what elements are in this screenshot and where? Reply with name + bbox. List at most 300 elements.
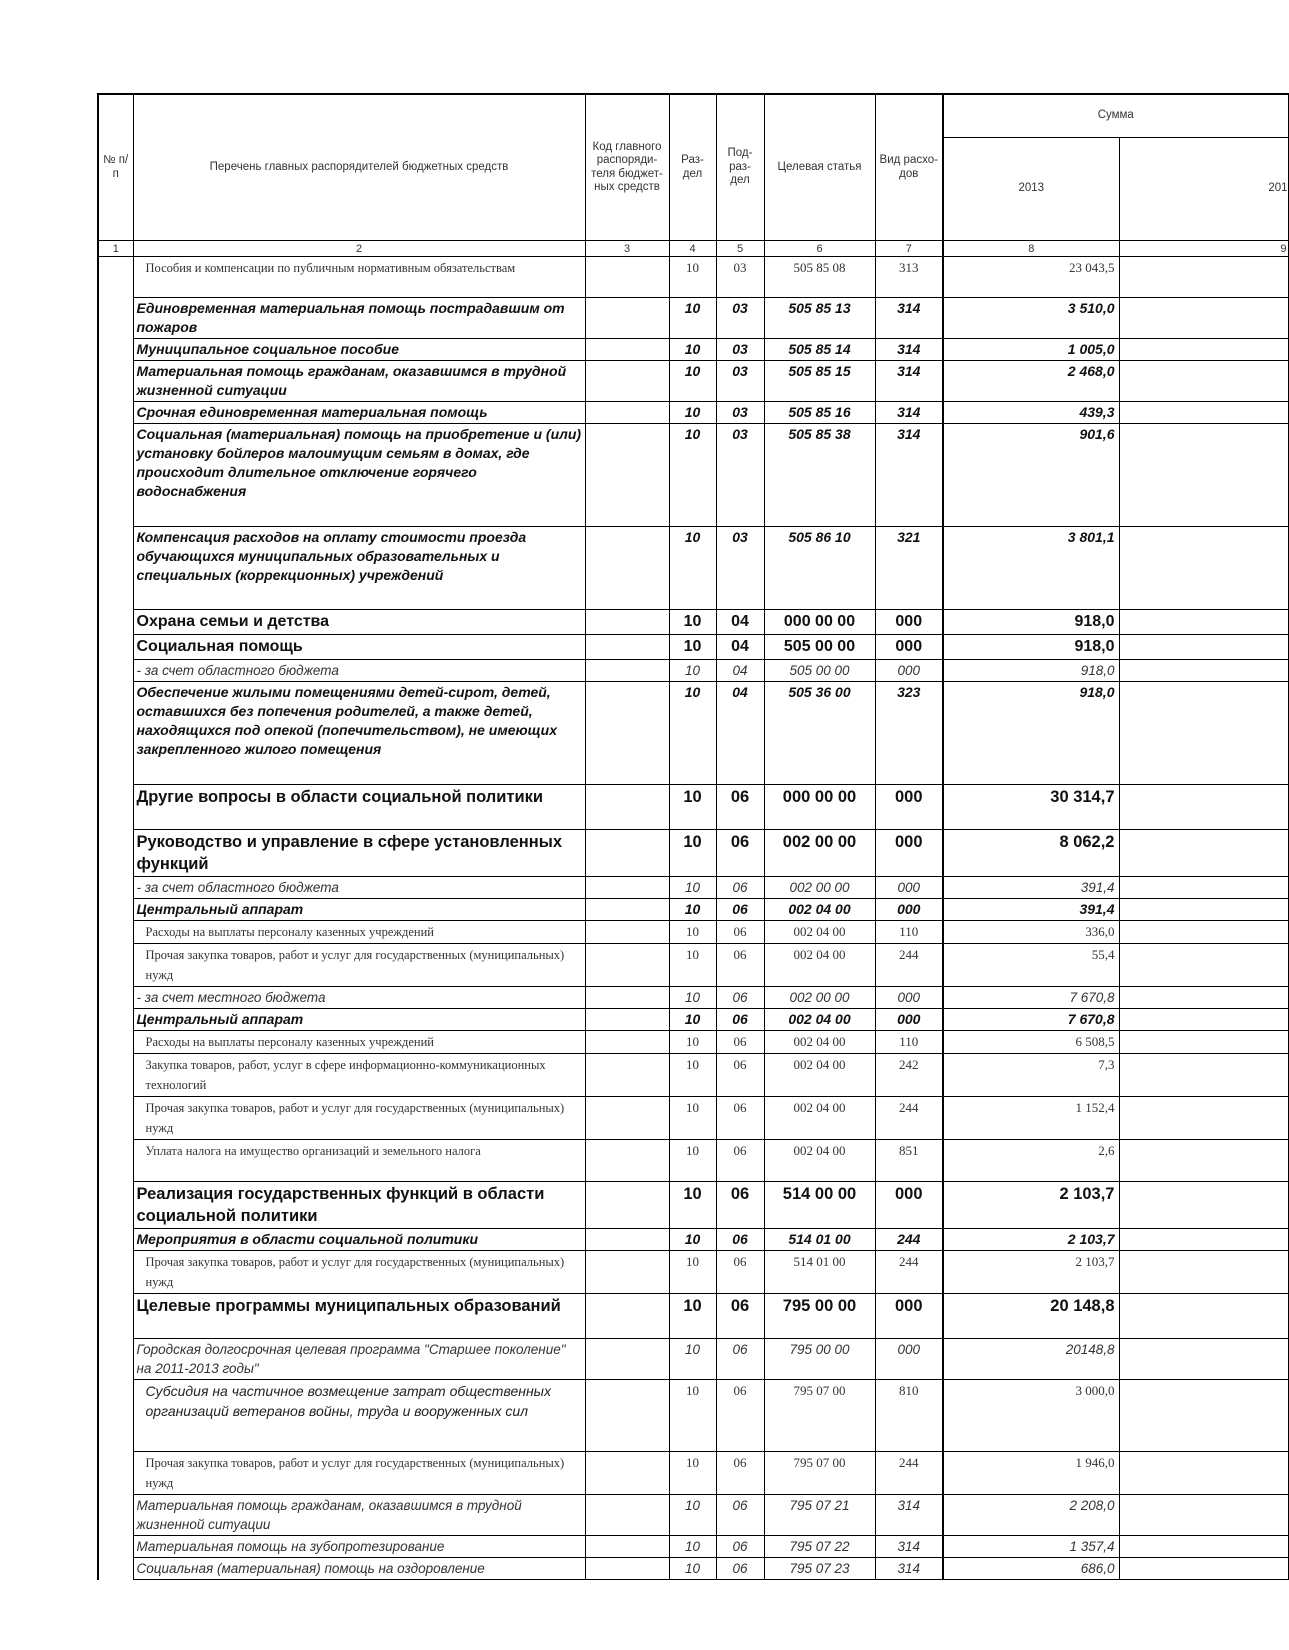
row-target: 002 04 00 bbox=[764, 944, 875, 987]
row-razdel: 10 bbox=[669, 1558, 716, 1580]
row-target: 002 04 00 bbox=[764, 1140, 875, 1182]
row-razdel: 10 bbox=[669, 402, 716, 424]
row-vid: 314 bbox=[875, 1536, 943, 1558]
row-code bbox=[585, 339, 669, 361]
row-target: 505 00 00 bbox=[764, 660, 875, 682]
header-target: Целевая статья bbox=[764, 94, 875, 241]
row-podrazdel: 06 bbox=[716, 899, 764, 921]
row-name: Социальная помощь bbox=[133, 635, 585, 660]
row-sum-2013: 2 208,0 bbox=[943, 1495, 1119, 1536]
row-name: Обеспечение жилыми помещениями детей-сирот, детей, оставшихся без попечения родителей, а также детей, находящихся под опекой (попечительством), не имеющих закрепленного жилого помещения bbox=[133, 682, 585, 785]
table-row bbox=[98, 1339, 1288, 1380]
row-podrazdel: 06 bbox=[716, 1380, 764, 1452]
row-name: Прочая закупка товаров, работ и услуг для государственных (муниципальных) нужд bbox=[133, 944, 585, 987]
row-razdel: 10 bbox=[669, 1054, 716, 1097]
row-vid: 000 bbox=[875, 610, 943, 635]
row-name: - за счет местного бюджета bbox=[133, 987, 585, 1009]
row-code bbox=[585, 1097, 669, 1140]
row-razdel: 10 bbox=[669, 298, 716, 339]
row-podrazdel: 06 bbox=[716, 1294, 764, 1339]
row-razdel: 10 bbox=[669, 785, 716, 830]
table-row bbox=[98, 339, 1288, 361]
row-sum-next bbox=[1119, 257, 1288, 298]
row-code bbox=[585, 1536, 669, 1558]
row-razdel: 10 bbox=[669, 1229, 716, 1251]
row-code bbox=[585, 1495, 669, 1536]
header-colnum-2: 2 bbox=[133, 241, 585, 257]
table-row bbox=[98, 785, 1288, 830]
row-target: 505 85 16 bbox=[764, 402, 875, 424]
row-code bbox=[585, 424, 669, 527]
row-vid: 314 bbox=[875, 402, 943, 424]
table-row bbox=[98, 1380, 1288, 1452]
row-target: 000 00 00 bbox=[764, 610, 875, 635]
header-colnum-4: 4 bbox=[669, 241, 716, 257]
row-num-cell bbox=[98, 899, 133, 921]
row-name: Срочная единовременная материальная помощь bbox=[133, 402, 585, 424]
row-sum-2013: 1 946,0 bbox=[943, 1452, 1119, 1495]
row-razdel: 10 bbox=[669, 610, 716, 635]
row-sum-2013: 6 508,5 bbox=[943, 1031, 1119, 1054]
row-razdel: 10 bbox=[669, 877, 716, 899]
table-body bbox=[98, 257, 1288, 1580]
row-podrazdel: 06 bbox=[716, 785, 764, 830]
row-sum-2013: 7,3 bbox=[943, 1054, 1119, 1097]
row-razdel: 10 bbox=[669, 361, 716, 402]
row-num-cell bbox=[98, 1452, 133, 1495]
row-name: Центральный аппарат bbox=[133, 899, 585, 921]
row-vid: 323 bbox=[875, 682, 943, 785]
row-name: Реализация государственных функций в области социальной политики bbox=[133, 1182, 585, 1229]
row-sum-next bbox=[1119, 1097, 1288, 1140]
row-name: Мероприятия в области социальной политики bbox=[133, 1229, 585, 1251]
row-vid: 000 bbox=[875, 660, 943, 682]
row-num-cell bbox=[98, 1097, 133, 1140]
row-target: 002 00 00 bbox=[764, 987, 875, 1009]
row-sum-2013: 2,6 bbox=[943, 1140, 1119, 1182]
row-code bbox=[585, 527, 669, 610]
header-sum: Сумма bbox=[943, 94, 1288, 138]
row-podrazdel: 06 bbox=[716, 1140, 764, 1182]
row-sum-next bbox=[1119, 1031, 1288, 1054]
row-vid: 314 bbox=[875, 1558, 943, 1580]
row-target: 505 36 00 bbox=[764, 682, 875, 785]
row-target: 002 04 00 bbox=[764, 921, 875, 944]
header-colnum-8: 8 bbox=[943, 241, 1119, 257]
table-row bbox=[98, 1452, 1288, 1495]
row-vid: 000 bbox=[875, 1182, 943, 1229]
row-vid: 313 bbox=[875, 257, 943, 298]
row-sum-next bbox=[1119, 1495, 1288, 1536]
row-sum-next bbox=[1119, 899, 1288, 921]
row-code bbox=[585, 1380, 669, 1452]
row-sum-2013: 391,4 bbox=[943, 899, 1119, 921]
table-row bbox=[98, 1031, 1288, 1054]
row-sum-next bbox=[1119, 682, 1288, 785]
row-name: Другие вопросы в области социальной политики bbox=[133, 785, 585, 830]
row-target: 795 07 00 bbox=[764, 1452, 875, 1495]
table-row bbox=[98, 682, 1288, 785]
row-podrazdel: 03 bbox=[716, 424, 764, 527]
row-sum-2013: 3 801,1 bbox=[943, 527, 1119, 610]
row-podrazdel: 06 bbox=[716, 1558, 764, 1580]
row-code bbox=[585, 635, 669, 660]
row-num-cell bbox=[98, 361, 133, 402]
table-row bbox=[98, 1294, 1288, 1339]
row-razdel: 10 bbox=[669, 1140, 716, 1182]
row-num-cell bbox=[98, 527, 133, 610]
row-razdel: 10 bbox=[669, 1097, 716, 1140]
row-razdel: 10 bbox=[669, 1031, 716, 1054]
row-name: Целевые программы муниципальных образований bbox=[133, 1294, 585, 1339]
header-year-next: 201 bbox=[1119, 138, 1288, 241]
row-target: 002 04 00 bbox=[764, 1009, 875, 1031]
row-code bbox=[585, 987, 669, 1009]
row-target: 795 07 21 bbox=[764, 1495, 875, 1536]
row-target: 505 85 38 bbox=[764, 424, 875, 527]
table-row bbox=[98, 527, 1288, 610]
row-name: Прочая закупка товаров, работ и услуг для государственных (муниципальных) нужд bbox=[133, 1452, 585, 1495]
row-podrazdel: 04 bbox=[716, 610, 764, 635]
row-podrazdel: 04 bbox=[716, 635, 764, 660]
row-podrazdel: 03 bbox=[716, 361, 764, 402]
row-vid: 000 bbox=[875, 635, 943, 660]
table-row bbox=[98, 1558, 1288, 1580]
row-sum-next bbox=[1119, 1294, 1288, 1339]
table-row bbox=[98, 1182, 1288, 1229]
row-name: Прочая закупка товаров, работ и услуг для государственных (муниципальных) нужд bbox=[133, 1097, 585, 1140]
row-sum-2013: 2 103,7 bbox=[943, 1182, 1119, 1229]
table-row bbox=[98, 424, 1288, 527]
row-sum-2013: 2 468,0 bbox=[943, 361, 1119, 402]
row-sum-2013: 918,0 bbox=[943, 635, 1119, 660]
row-vid: 314 bbox=[875, 361, 943, 402]
row-podrazdel: 06 bbox=[716, 1182, 764, 1229]
row-target: 002 04 00 bbox=[764, 899, 875, 921]
row-name: Расходы на выплаты персоналу казенных учреждений bbox=[133, 921, 585, 944]
row-target: 505 85 15 bbox=[764, 361, 875, 402]
row-code bbox=[585, 610, 669, 635]
table-row bbox=[98, 1229, 1288, 1251]
table-row bbox=[98, 1054, 1288, 1097]
row-num-cell bbox=[98, 660, 133, 682]
row-sum-next bbox=[1119, 361, 1288, 402]
row-num-cell bbox=[98, 987, 133, 1009]
row-vid: 244 bbox=[875, 1229, 943, 1251]
row-razdel: 10 bbox=[669, 527, 716, 610]
row-sum-2013: 918,0 bbox=[943, 660, 1119, 682]
row-sum-next bbox=[1119, 1054, 1288, 1097]
row-sum-next bbox=[1119, 635, 1288, 660]
row-podrazdel: 06 bbox=[716, 1452, 764, 1495]
row-name: Городская долгосрочная целевая программа "Старшее поколение" на 2011-2013 годы" bbox=[133, 1339, 585, 1380]
row-code bbox=[585, 785, 669, 830]
row-vid: 851 bbox=[875, 1140, 943, 1182]
row-sum-next bbox=[1119, 987, 1288, 1009]
table-row bbox=[98, 635, 1288, 660]
row-sum-next bbox=[1119, 339, 1288, 361]
row-name: - за счет областного бюджета bbox=[133, 877, 585, 899]
header-year-2013: 2013 bbox=[943, 138, 1119, 241]
row-podrazdel: 06 bbox=[716, 877, 764, 899]
row-name: Прочая закупка товаров, работ и услуг для государственных (муниципальных) нужд bbox=[133, 1251, 585, 1294]
header-podrazdel: Под-раз-дел bbox=[716, 94, 764, 241]
row-vid: 314 bbox=[875, 1495, 943, 1536]
row-podrazdel: 06 bbox=[716, 1251, 764, 1294]
row-code bbox=[585, 830, 669, 877]
row-num-cell bbox=[98, 1536, 133, 1558]
table-row bbox=[98, 402, 1288, 424]
table-row bbox=[98, 361, 1288, 402]
row-name: Социальная (материальная) помощь на приобретение и (или) установку бойлеров малоимущим семьям в домах, где происходит длительное отключение горячего водоснабжения bbox=[133, 424, 585, 527]
table-row bbox=[98, 257, 1288, 298]
row-code bbox=[585, 1182, 669, 1229]
row-sum-2013: 336,0 bbox=[943, 921, 1119, 944]
row-name: Охрана семьи и детства bbox=[133, 610, 585, 635]
row-podrazdel: 04 bbox=[716, 682, 764, 785]
row-sum-next bbox=[1119, 1009, 1288, 1031]
row-num-cell bbox=[98, 785, 133, 830]
row-podrazdel: 06 bbox=[716, 944, 764, 987]
row-target: 002 00 00 bbox=[764, 830, 875, 877]
row-code bbox=[585, 944, 669, 987]
row-razdel: 10 bbox=[669, 899, 716, 921]
row-razdel: 10 bbox=[669, 1251, 716, 1294]
row-podrazdel: 06 bbox=[716, 1097, 764, 1140]
row-sum-2013: 8 062,2 bbox=[943, 830, 1119, 877]
row-target: 002 04 00 bbox=[764, 1097, 875, 1140]
table-row bbox=[98, 1495, 1288, 1536]
row-razdel: 10 bbox=[669, 424, 716, 527]
header-colnum-1: 1 bbox=[98, 241, 133, 257]
row-target: 514 01 00 bbox=[764, 1229, 875, 1251]
row-vid: 244 bbox=[875, 1097, 943, 1140]
row-razdel: 10 bbox=[669, 921, 716, 944]
row-num-cell bbox=[98, 1031, 133, 1054]
row-code bbox=[585, 298, 669, 339]
row-num-cell bbox=[98, 1229, 133, 1251]
row-sum-next bbox=[1119, 1229, 1288, 1251]
row-num-cell bbox=[98, 298, 133, 339]
row-name: Пособия и компенсации по публичным нормативным обязательствам bbox=[133, 257, 585, 298]
row-name: Центральный аппарат bbox=[133, 1009, 585, 1031]
row-vid: 110 bbox=[875, 1031, 943, 1054]
row-target: 000 00 00 bbox=[764, 785, 875, 830]
row-num-cell bbox=[98, 635, 133, 660]
row-vid: 810 bbox=[875, 1380, 943, 1452]
table-row bbox=[98, 877, 1288, 899]
row-razdel: 10 bbox=[669, 830, 716, 877]
row-target: 514 01 00 bbox=[764, 1251, 875, 1294]
row-target: 505 00 00 bbox=[764, 635, 875, 660]
row-target: 505 85 08 bbox=[764, 257, 875, 298]
row-target: 795 07 00 bbox=[764, 1380, 875, 1452]
row-code bbox=[585, 361, 669, 402]
row-target: 505 86 10 bbox=[764, 527, 875, 610]
row-podrazdel: 06 bbox=[716, 1536, 764, 1558]
row-name: Субсидия на частичное возмещение затрат общественных организаций ветеранов войны, труда и вооруженных сил bbox=[133, 1380, 585, 1452]
row-podrazdel: 06 bbox=[716, 1229, 764, 1251]
row-vid: 000 bbox=[875, 877, 943, 899]
row-target: 514 00 00 bbox=[764, 1182, 875, 1229]
row-num-cell bbox=[98, 424, 133, 527]
row-sum-next bbox=[1119, 527, 1288, 610]
row-sum-2013: 23 043,5 bbox=[943, 257, 1119, 298]
row-num-cell bbox=[98, 944, 133, 987]
row-sum-next bbox=[1119, 610, 1288, 635]
row-sum-next bbox=[1119, 1380, 1288, 1452]
row-code bbox=[585, 877, 669, 899]
row-podrazdel: 04 bbox=[716, 660, 764, 682]
row-sum-next bbox=[1119, 1339, 1288, 1380]
row-sum-next bbox=[1119, 424, 1288, 527]
row-num-cell bbox=[98, 339, 133, 361]
row-vid: 314 bbox=[875, 339, 943, 361]
row-vid: 000 bbox=[875, 785, 943, 830]
row-sum-2013: 918,0 bbox=[943, 610, 1119, 635]
row-sum-2013: 439,3 bbox=[943, 402, 1119, 424]
row-num-cell bbox=[98, 1495, 133, 1536]
row-podrazdel: 06 bbox=[716, 1339, 764, 1380]
row-name: Уплата налога на имущество организаций и земельного налога bbox=[133, 1140, 585, 1182]
row-vid: 244 bbox=[875, 944, 943, 987]
header-colnum-7: 7 bbox=[875, 241, 943, 257]
row-code bbox=[585, 1558, 669, 1580]
row-razdel: 10 bbox=[669, 1294, 716, 1339]
row-code bbox=[585, 899, 669, 921]
row-razdel: 10 bbox=[669, 944, 716, 987]
row-sum-2013: 901,6 bbox=[943, 424, 1119, 527]
row-name: Расходы на выплаты персоналу казенных учреждений bbox=[133, 1031, 585, 1054]
row-target: 002 00 00 bbox=[764, 877, 875, 899]
table-row bbox=[98, 298, 1288, 339]
row-razdel: 10 bbox=[669, 339, 716, 361]
table-row bbox=[98, 987, 1288, 1009]
row-code bbox=[585, 682, 669, 785]
row-target: 002 04 00 bbox=[764, 1054, 875, 1097]
row-sum-next bbox=[1119, 1558, 1288, 1580]
row-razdel: 10 bbox=[669, 1452, 716, 1495]
row-num-cell bbox=[98, 1380, 133, 1452]
row-podrazdel: 06 bbox=[716, 830, 764, 877]
row-sum-2013: 30 314,7 bbox=[943, 785, 1119, 830]
row-razdel: 10 bbox=[669, 1009, 716, 1031]
row-podrazdel: 06 bbox=[716, 1054, 764, 1097]
row-num-cell bbox=[98, 921, 133, 944]
row-podrazdel: 03 bbox=[716, 257, 764, 298]
row-sum-2013: 7 670,8 bbox=[943, 987, 1119, 1009]
row-razdel: 10 bbox=[669, 1536, 716, 1558]
row-sum-next bbox=[1119, 830, 1288, 877]
row-num-cell bbox=[98, 1140, 133, 1182]
row-podrazdel: 06 bbox=[716, 1495, 764, 1536]
row-vid: 000 bbox=[875, 1294, 943, 1339]
row-razdel: 10 bbox=[669, 1495, 716, 1536]
table-row bbox=[98, 610, 1288, 635]
row-sum-next bbox=[1119, 1452, 1288, 1495]
row-podrazdel: 06 bbox=[716, 1031, 764, 1054]
header-num: № п/п bbox=[98, 94, 133, 241]
row-vid: 110 bbox=[875, 921, 943, 944]
row-razdel: 10 bbox=[669, 1339, 716, 1380]
row-podrazdel: 06 bbox=[716, 987, 764, 1009]
row-sum-next bbox=[1119, 298, 1288, 339]
row-sum-next bbox=[1119, 785, 1288, 830]
row-sum-2013: 3 510,0 bbox=[943, 298, 1119, 339]
row-sum-next bbox=[1119, 921, 1288, 944]
row-target: 795 00 00 bbox=[764, 1294, 875, 1339]
table-row bbox=[98, 660, 1288, 682]
row-sum-next bbox=[1119, 402, 1288, 424]
row-code bbox=[585, 1339, 669, 1380]
header-vid: Вид расхо-дов bbox=[875, 94, 943, 241]
row-target: 795 00 00 bbox=[764, 1339, 875, 1380]
row-target: 795 07 23 bbox=[764, 1558, 875, 1580]
table-row bbox=[98, 921, 1288, 944]
row-code bbox=[585, 257, 669, 298]
header-colnum-6: 6 bbox=[764, 241, 875, 257]
header-colnum-5: 5 bbox=[716, 241, 764, 257]
table-row bbox=[98, 1097, 1288, 1140]
row-podrazdel: 06 bbox=[716, 921, 764, 944]
row-vid: 314 bbox=[875, 298, 943, 339]
row-vid: 321 bbox=[875, 527, 943, 610]
header-name: Перечень главных распорядителей бюджетных средств bbox=[133, 94, 585, 241]
row-code bbox=[585, 921, 669, 944]
row-sum-next bbox=[1119, 660, 1288, 682]
header-razdel: Раз-дел bbox=[669, 94, 716, 241]
row-name: Материальная помощь на зубопротезирование bbox=[133, 1536, 585, 1558]
row-podrazdel: 03 bbox=[716, 402, 764, 424]
row-sum-next bbox=[1119, 1536, 1288, 1558]
row-vid: 000 bbox=[875, 987, 943, 1009]
row-razdel: 10 bbox=[669, 1380, 716, 1452]
row-sum-2013: 1 005,0 bbox=[943, 339, 1119, 361]
row-sum-2013: 1 357,4 bbox=[943, 1536, 1119, 1558]
table-row bbox=[98, 899, 1288, 921]
row-sum-next bbox=[1119, 944, 1288, 987]
row-razdel: 10 bbox=[669, 987, 716, 1009]
row-name: Материальная помощь гражданам, оказавшимся в трудной жизненной ситуации bbox=[133, 1495, 585, 1536]
row-razdel: 10 bbox=[669, 257, 716, 298]
row-name: Муниципальное социальное пособие bbox=[133, 339, 585, 361]
row-sum-2013: 20 148,8 bbox=[943, 1294, 1119, 1339]
row-razdel: 10 bbox=[669, 635, 716, 660]
row-num-cell bbox=[98, 830, 133, 877]
row-name: Руководство и управление в сфере установленных функций bbox=[133, 830, 585, 877]
row-sum-2013: 20148,8 bbox=[943, 1339, 1119, 1380]
row-num-cell bbox=[98, 1339, 133, 1380]
row-code bbox=[585, 1294, 669, 1339]
row-code bbox=[585, 1251, 669, 1294]
row-sum-2013: 2 103,7 bbox=[943, 1251, 1119, 1294]
row-sum-2013: 55,4 bbox=[943, 944, 1119, 987]
row-num-cell bbox=[98, 1251, 133, 1294]
row-num-cell bbox=[98, 1182, 133, 1229]
row-name: - за счет областного бюджета bbox=[133, 660, 585, 682]
row-target: 795 07 22 bbox=[764, 1536, 875, 1558]
row-sum-2013: 7 670,8 bbox=[943, 1009, 1119, 1031]
row-sum-next bbox=[1119, 1251, 1288, 1294]
row-code bbox=[585, 1031, 669, 1054]
header-colnum-9: 9 bbox=[1119, 241, 1288, 257]
row-code bbox=[585, 402, 669, 424]
row-name: Материальная помощь гражданам, оказавшимся в трудной жизненной ситуации bbox=[133, 361, 585, 402]
header-code: Код главного распоряди-теля бюджет-ных средств bbox=[585, 94, 669, 241]
row-razdel: 10 bbox=[669, 682, 716, 785]
row-num-cell bbox=[98, 877, 133, 899]
table-row bbox=[98, 1251, 1288, 1294]
